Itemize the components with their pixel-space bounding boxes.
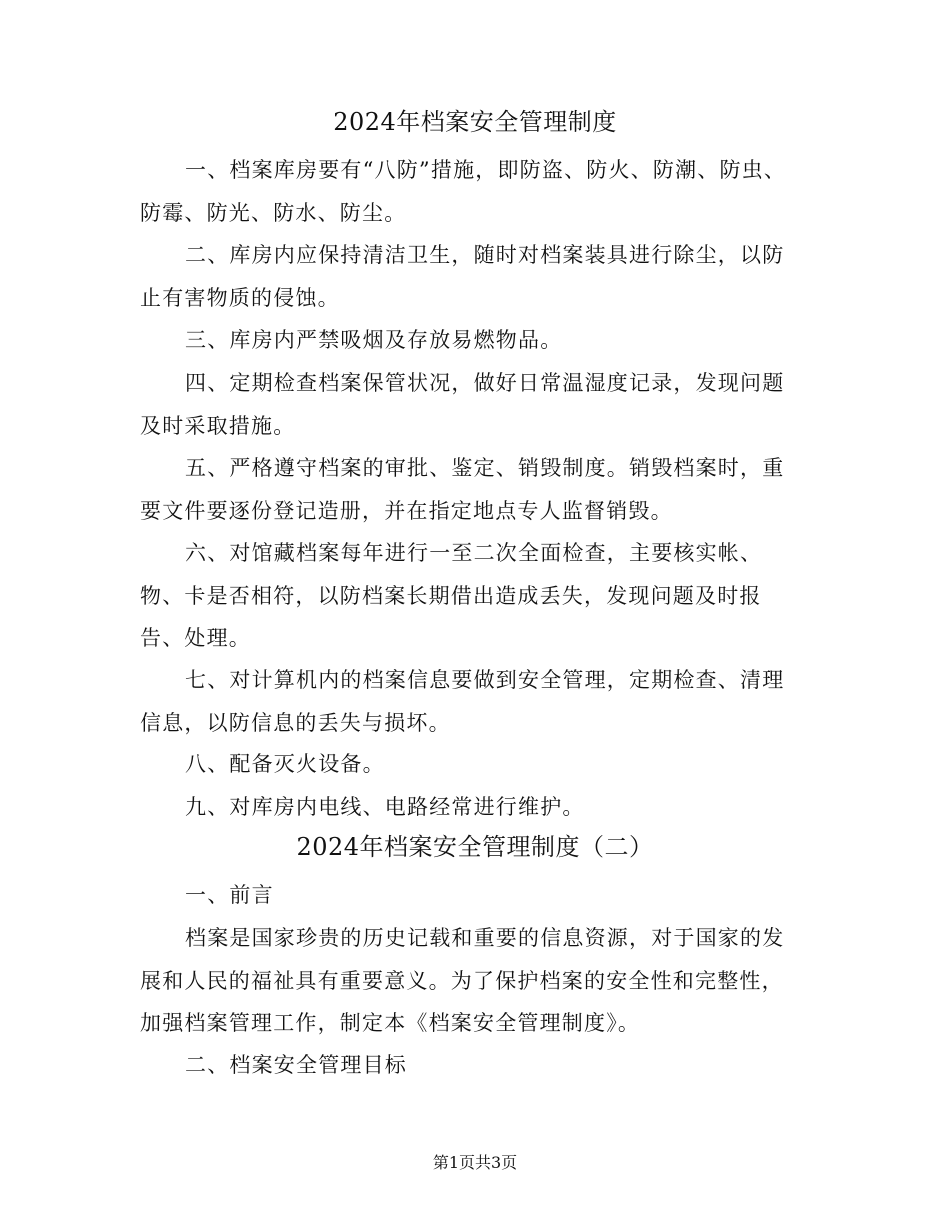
paragraph-5: 五、严格遵守档案的审批、鉴定、销毁制度。销毁档案时，重要文件要逐份登记造册，并在指定地点专人监督销毁。 bbox=[140, 456, 785, 523]
paragraph-8: 八、配备灭火设备。 bbox=[185, 752, 385, 776]
paragraph-2: 二、库房内应保持清洁卫生，随时对档案装具进行除尘，以防止有害物质的侵蚀。 bbox=[140, 243, 785, 310]
section-title: 2024年档案安全管理制度（二） bbox=[296, 833, 654, 861]
paragraph-4: 四、定期检查档案保管状况，做好日常温湿度记录，发现问题及时采取措施。 bbox=[140, 371, 785, 438]
paragraph-1: 一、档案库房要有“八防”措施，即防盗、防火、防潮、防虫、防霉、防光、防水、防尘。 bbox=[140, 158, 787, 225]
paragraph-preface-body: 档案是国家珍贵的历史记载和重要的信息资源，对于国家的发展和人民的福祉具有重要意义。为了保护档案的安全性和完整性，加强档案管理工作，制定本《档案安全管理制度》。 bbox=[140, 926, 785, 1035]
paragraph-9: 九、对库房内电线、电路经常进行维护。 bbox=[185, 795, 585, 819]
paragraph-7: 七、对计算机内的档案信息要做到安全管理，定期检查、清理信息，以防信息的丢失与损坏。 bbox=[140, 668, 785, 735]
paragraph-6: 六、对馆藏档案每年进行一至二次全面检查，主要核实帐、物、卡是否相符，以防档案长期借出造成丢失，发现问题及时报告、处理。 bbox=[140, 541, 763, 650]
paragraph-3: 三、库房内严禁吸烟及存放易燃物品。 bbox=[185, 328, 563, 352]
paragraph-goal-heading: 二、档案安全管理目标 bbox=[185, 1053, 407, 1077]
paragraph-preface-heading: 一、前言 bbox=[185, 883, 274, 907]
page-number-footer: 第1页共3页 bbox=[432, 1153, 518, 1172]
document-title: 2024年档案安全管理制度 bbox=[333, 108, 617, 136]
